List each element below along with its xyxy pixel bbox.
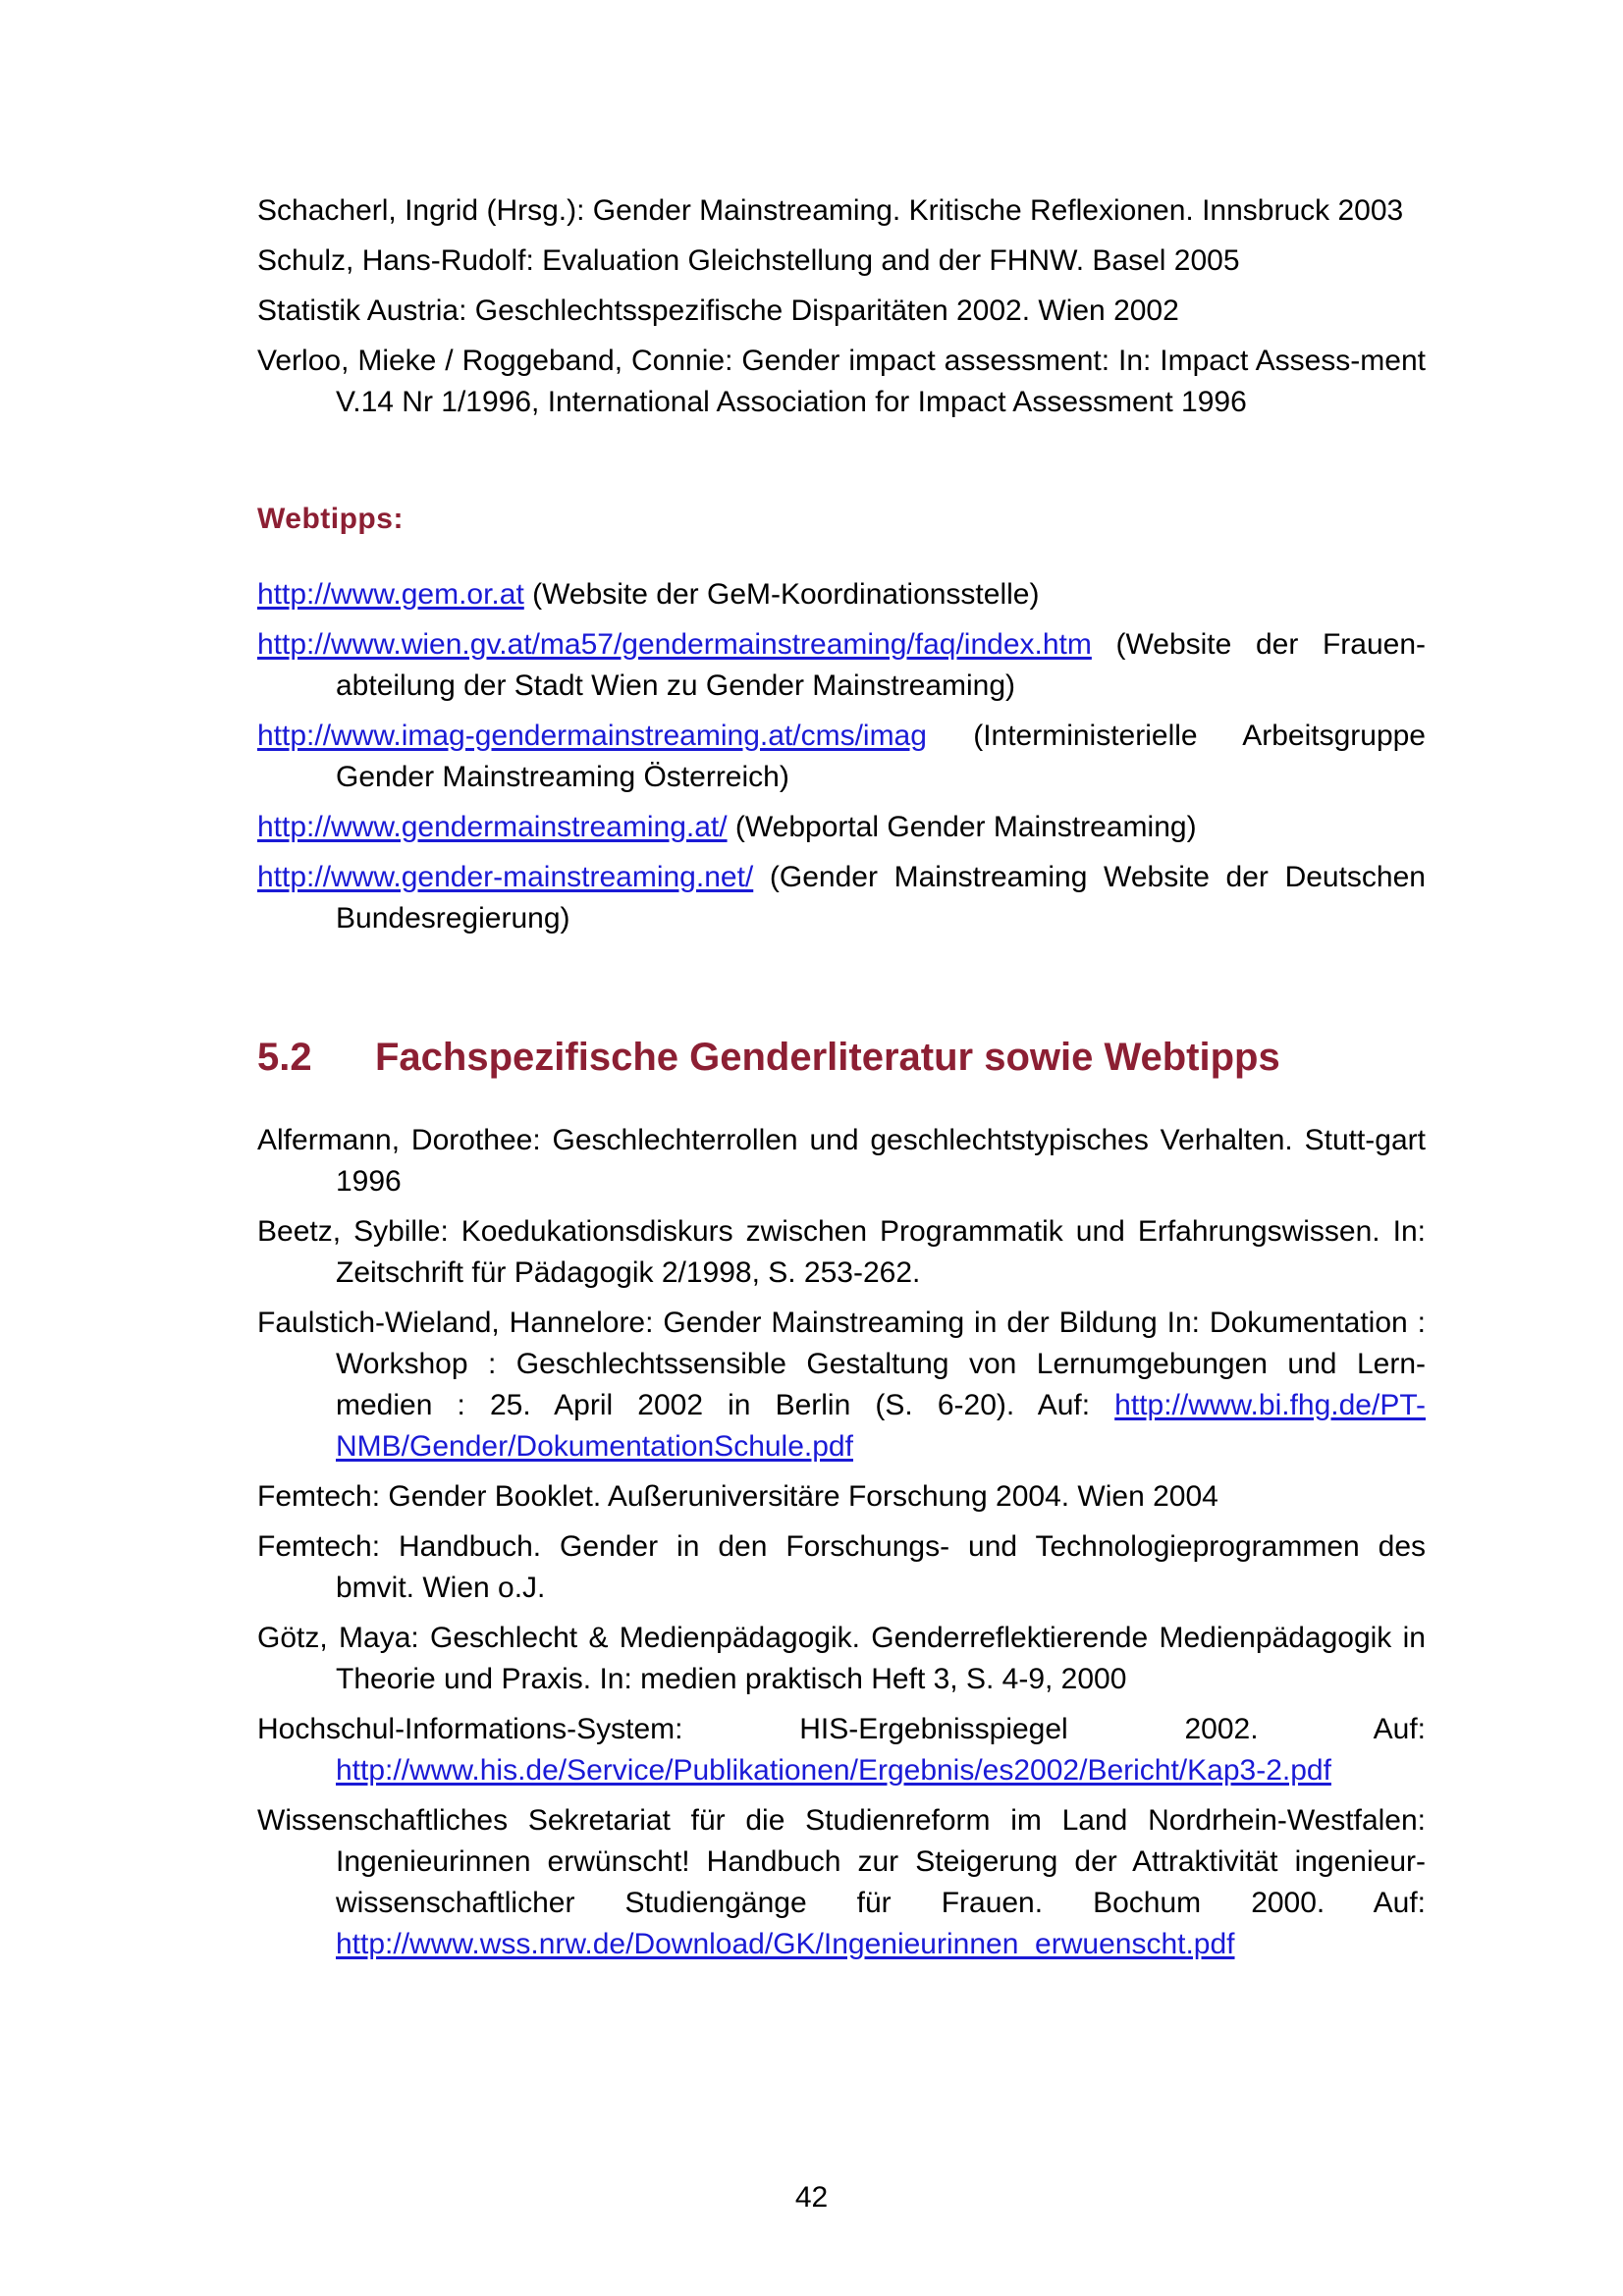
section-heading bbox=[257, 1036, 1426, 1080]
reference-link[interactable]: http://www.bi.fhg.de/PT-NMB/Gender/DokumentationSchule.pdf bbox=[336, 1389, 1426, 1463]
webtipps-heading: Webtipps: bbox=[257, 503, 404, 535]
webtipp-link[interactable]: http://www.wien.gv.at/ma57/gendermainstreaming/faq/index.htm bbox=[257, 628, 1092, 661]
page-number: 42 bbox=[794, 2181, 829, 2214]
reference-entry: Götz, Maya: Geschlecht & Medienpädagogik. Genderreflektierende Medienpädagogik in Theorie und Praxis. In: medien praktisch Heft 3, S. 4-9, 2000 bbox=[257, 1622, 1426, 1695]
webtipp-link[interactable]: http://www.gem.or.at bbox=[257, 578, 524, 611]
reference-entry: Schacherl, Ingrid (Hrsg.): Gender Mainstreaming. Kritische Reflexionen. Innsbruck 2003 bbox=[257, 194, 1404, 227]
section-title: Fachspezifische Genderliteratur sowie Webtipps bbox=[375, 1036, 1280, 1079]
references-section bbox=[257, 1120, 1426, 1974]
webtipp-entry: http://www.imag-gendermainstreaming.at/cms/imag (Interministerielle Arbeitsgruppe Gender Mainstreaming Österreich) bbox=[257, 720, 1426, 793]
reference-entry: Faulstich-Wieland, Hannelore: Gender Mainstreaming in der Bildung In: Dokumentation : Workshop : Geschlechtssensible Gestaltung von Lernumgebungen und Lern-medien : 25. April 2002 in Berlin (S. 6-20). Auf: http://www.bi.fhg.de/PT-NMB/Gender/DokumentationSchule.pdf bbox=[257, 1307, 1426, 1463]
reference-entry: Hochschul-Informations-System: HIS-Ergebnisspiegel 2002. Auf: http://www.his.de/Service/Publikationen/Ergebnis/es2002/Bericht/Kap3-2.pdf bbox=[257, 1713, 1426, 1787]
reference-link[interactable]: http://www.wss.nrw.de/Download/GK/Ingenieurinnen_erwuenscht.pdf bbox=[336, 1928, 1235, 1960]
section-number: 5.2 bbox=[257, 1036, 312, 1079]
webtipp-link[interactable]: http://www.gender-mainstreaming.net/ bbox=[257, 861, 754, 893]
webtipp-entry: http://www.gendermainstreaming.at/ (Webportal Gender Mainstreaming) bbox=[257, 811, 1197, 843]
reference-entry: Femtech: Handbuch. Gender in den Forschungs- und Technologieprogrammen des bmvit. Wien o.J. bbox=[257, 1530, 1426, 1604]
webtipp-entry: http://www.gender-mainstreaming.net/ (Gender Mainstreaming Website der Deutschen Bundesregierung) bbox=[257, 861, 1426, 934]
webtipps-list bbox=[257, 574, 1426, 948]
reference-entry: Schulz, Hans-Rudolf: Evaluation Gleichstellung and der FHNW. Basel 2005 bbox=[257, 244, 1240, 277]
reference-entry: Statistik Austria: Geschlechtsspezifische Disparitäten 2002. Wien 2002 bbox=[257, 294, 1179, 327]
reference-entry: Alfermann, Dorothee: Geschlechterrollen und geschlechtstypisches Verhalten. Stutt-gart 1996 bbox=[257, 1124, 1426, 1198]
webtipp-link[interactable]: http://www.imag-gendermainstreaming.at/cms/imag bbox=[257, 720, 927, 752]
reference-entry: Wissenschaftliches Sekretariat für die Studienreform im Land Nordrhein-Westfalen: Ingenieurinnen erwünscht! Handbuch zur Steigerung der Attraktivität ingenieur-wissenschaftlicher Studiengänge für Frauen. Bochum 2000. Auf: http://www.wss.nrw.de/Download/GK/Ingenieurinnen_erwuenscht.pdf bbox=[257, 1804, 1426, 1960]
references-top bbox=[257, 190, 1426, 432]
reference-entry: Femtech: Gender Booklet. Außeruniversitäre Forschung 2004. Wien 2004 bbox=[257, 1480, 1218, 1513]
webtipp-link[interactable]: http://www.gendermainstreaming.at/ bbox=[257, 811, 728, 843]
reference-link[interactable]: http://www.his.de/Service/Publikationen/Ergebnis/es2002/Bericht/Kap3-2.pdf bbox=[336, 1754, 1331, 1787]
reference-entry: Verloo, Mieke / Roggeband, Connie: Gender impact assessment: In: Impact Assess-ment V.14 Nr 1/1996, International Association for Impact Assessment 1996 bbox=[257, 345, 1426, 418]
webtipp-entry: http://www.wien.gv.at/ma57/gendermainstreaming/faq/index.htm (Website der Frauen-abteilung der Stadt Wien zu Gender Mainstreaming) bbox=[257, 628, 1426, 702]
reference-entry: Beetz, Sybille: Koedukationsdiskurs zwischen Programmatik und Erfahrungswissen. In: Zeitschrift für Pädagogik 2/1998, S. 253-262. bbox=[257, 1215, 1426, 1289]
webtipp-entry: http://www.gem.or.at (Website der GeM-Koordinationsstelle) bbox=[257, 578, 1040, 611]
